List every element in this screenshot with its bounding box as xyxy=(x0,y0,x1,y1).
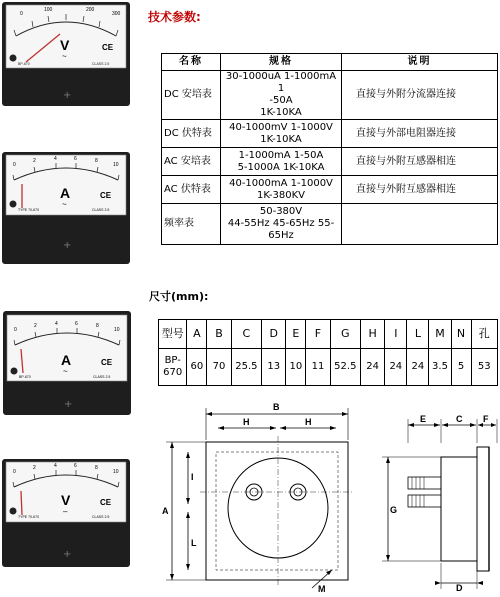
spec-line: 1-1000mA 1-50A xyxy=(238,149,324,161)
dim-col-header: I xyxy=(385,320,407,349)
scale-tick-label: 8 xyxy=(95,158,98,164)
meter-model-label: BP-670 xyxy=(19,375,31,379)
scale-tick-label: 4 xyxy=(55,321,58,327)
spec-line: 1K-380KV xyxy=(257,189,305,201)
table-row xyxy=(162,176,498,204)
dim-label-b: B xyxy=(273,402,280,412)
dimensions-table xyxy=(158,319,498,386)
side-view-diagram xyxy=(378,413,500,597)
dim-label-c: C xyxy=(456,414,463,424)
table-row xyxy=(162,71,498,120)
row-name: AC 安培表 xyxy=(162,148,221,176)
dim-cell: 3.5 xyxy=(429,349,451,386)
row-spec xyxy=(221,71,342,120)
scale-tick-label: 200 xyxy=(86,7,95,13)
dim-cell: 70 xyxy=(207,349,231,386)
row-desc xyxy=(342,204,498,245)
row-name: AC 伏特表 xyxy=(162,176,221,204)
scale-tick-label: 6 xyxy=(74,156,77,162)
dim-col-header: L xyxy=(407,320,429,349)
meter-3 xyxy=(3,311,131,415)
dim-col-header: 型号 xyxy=(159,320,187,349)
scale-tick-label: 0 xyxy=(13,469,16,475)
scale-tick-label: 0 xyxy=(20,11,23,17)
table-row xyxy=(162,148,498,176)
spec-line: 50-380V xyxy=(259,206,303,217)
scale-tick-label: 0 xyxy=(14,327,17,333)
dim-label-m: M xyxy=(318,584,326,593)
scale-tick-label: 0 xyxy=(13,162,16,168)
row-desc: 直接与外附互感器相连 xyxy=(342,176,498,204)
spec-line: 40-1000mA 1-1000V xyxy=(229,177,333,189)
row-spec xyxy=(221,176,342,204)
meter-current-type: ‒ xyxy=(63,507,68,516)
dim-label-d: D xyxy=(456,583,463,593)
spec-table-header xyxy=(162,54,498,71)
dim-col-header: C xyxy=(231,320,262,349)
dim-cell: 24 xyxy=(361,349,385,386)
dim-col-header: M xyxy=(429,320,451,349)
meter-class-label: CLASS 2.5 xyxy=(92,208,110,212)
dim-label-a: A xyxy=(162,506,169,516)
dim-col-header: D xyxy=(262,320,286,349)
dim-label-h: H xyxy=(305,417,312,427)
row-desc: 直接与外部电阻器连接 xyxy=(342,120,498,148)
scale-tick-label: 10 xyxy=(113,162,119,168)
front-view-diagram xyxy=(158,400,370,597)
spec-line: 44-55Hz 45-65Hz 55- xyxy=(227,218,335,229)
dim-col-header: N xyxy=(451,320,471,349)
spec-line: 5-1000A 1K-10KA xyxy=(237,161,325,173)
row-desc: 直接与外附互感器相连 xyxy=(342,148,498,176)
svg-text:CE: CE xyxy=(101,358,113,367)
meter-2 xyxy=(2,152,130,264)
dim-label-i: I xyxy=(191,472,194,482)
dim-cell: BP- 670 xyxy=(159,349,187,386)
col-header-spec: 规格 xyxy=(221,54,342,71)
spec-line: 30-1000uA 1-1000mA 1 xyxy=(225,71,337,94)
dim-label-h: H xyxy=(243,417,250,427)
meter-current-type: ~ xyxy=(62,200,67,209)
meter-unit-symbol: A xyxy=(60,185,71,201)
scale-tick-label: 10 xyxy=(114,327,120,333)
spec-line: 1K-10KA xyxy=(260,107,302,118)
dim-cell: 24 xyxy=(385,349,407,386)
row-spec xyxy=(221,120,342,148)
dim-label-g: G xyxy=(390,505,398,515)
spec-table xyxy=(161,53,498,245)
scale-tick-label: 2 xyxy=(34,323,37,329)
dim-col-header: E xyxy=(286,320,306,349)
row-desc: 直接与外附分流器连接 xyxy=(342,71,498,120)
spec-line: -50A xyxy=(269,95,293,106)
dim-col-header: B xyxy=(207,320,231,349)
scale-tick-label: 300 xyxy=(112,11,121,17)
svg-text:CE: CE xyxy=(100,191,112,200)
dim-label-l: L xyxy=(191,538,197,548)
row-spec xyxy=(221,148,342,176)
tech-params-heading: 技术参数: xyxy=(148,10,201,24)
dim-col-header: 孔 xyxy=(471,320,497,349)
spec-line: 1K-10KA xyxy=(260,133,302,145)
row-name: 频率表 xyxy=(162,204,221,245)
scale-tick-label: 8 xyxy=(96,323,99,329)
dim-cell: 60 xyxy=(187,349,207,386)
row-name: DC 安培表 xyxy=(162,71,221,120)
svg-text:+: + xyxy=(63,240,72,251)
meter-current-type: ~ xyxy=(63,367,68,376)
dim-col-header: H xyxy=(361,320,385,349)
dim-cell: 24 xyxy=(407,349,429,386)
svg-text:CE: CE xyxy=(102,43,114,52)
meter-model-label: TYPE 70-670 xyxy=(18,515,40,519)
dim-cell: 53 xyxy=(471,349,497,386)
dim-cell: 13 xyxy=(262,349,286,386)
scale-tick-label: 8 xyxy=(95,465,98,471)
dim-label-f: F xyxy=(483,414,489,424)
meter-unit-symbol: V xyxy=(60,37,70,53)
row-name: DC 伏特表 xyxy=(162,120,221,148)
meter-unit-symbol: A xyxy=(61,352,72,368)
svg-text:+: + xyxy=(63,90,72,101)
dim-cell: 5 xyxy=(451,349,471,386)
meter-class-label: CLASS 2.5 xyxy=(92,62,110,66)
dim-cell: 10 xyxy=(286,349,306,386)
dim-cell: 25.5 xyxy=(231,349,262,386)
svg-text:+: + xyxy=(63,549,72,560)
dim-col-header: A xyxy=(187,320,207,349)
spec-line: 65Hz xyxy=(268,230,294,241)
meter-class-label: CLASS 2.5 xyxy=(93,375,111,379)
meter-class-label: CLASS 2.5 xyxy=(92,515,110,519)
scale-tick-label: 6 xyxy=(74,463,77,469)
scale-tick-label: 4 xyxy=(54,156,57,162)
col-header-name: 名称 xyxy=(162,54,221,71)
scale-tick-label: 2 xyxy=(33,465,36,471)
svg-text:CE: CE xyxy=(100,498,112,507)
dim-cell: 52.5 xyxy=(330,349,361,386)
col-header-desc: 说明 xyxy=(342,54,498,71)
meter-current-type: ~ xyxy=(62,52,67,61)
row-spec xyxy=(221,204,342,245)
dimensions-heading: 尺寸(mm): xyxy=(149,290,209,303)
dimensions-value-row xyxy=(159,349,498,386)
scale-tick-label: 2 xyxy=(33,158,36,164)
dim-cell: 11 xyxy=(306,349,330,386)
table-row xyxy=(162,204,498,245)
meter-model-label: TYPE 70-670 xyxy=(18,208,40,212)
svg-text:+: + xyxy=(64,399,73,410)
scale-tick-label: 6 xyxy=(75,321,78,327)
meter-model-label: BP-670 xyxy=(18,62,30,66)
scale-tick-label: 4 xyxy=(54,463,57,469)
scale-tick-label: 100 xyxy=(44,7,53,13)
dim-col-header: F xyxy=(306,320,330,349)
table-row xyxy=(162,120,498,148)
spec-line: 40-1000mV 1-1000V xyxy=(229,121,333,133)
meter-unit-symbol: V xyxy=(61,492,71,508)
meter-4 xyxy=(2,459,130,567)
meter-1 xyxy=(2,2,130,106)
dim-col-header: G xyxy=(330,320,361,349)
dim-label-e: E xyxy=(420,414,427,424)
dimensions-header-row xyxy=(159,320,498,349)
scale-tick-label: 10 xyxy=(113,469,119,475)
